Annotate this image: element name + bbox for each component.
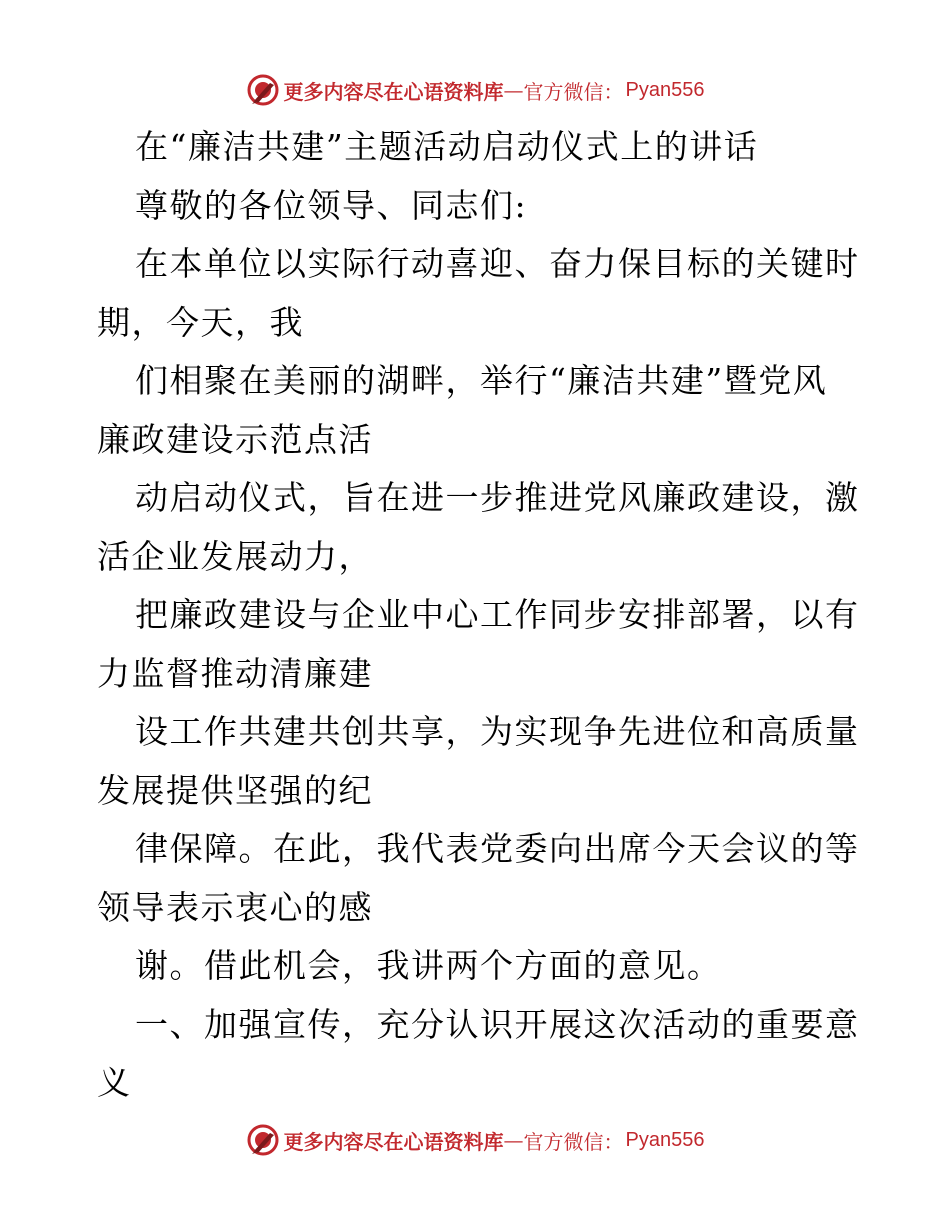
banner-wechat-label: 官方微信： bbox=[523, 79, 624, 104]
pen-logo-icon bbox=[246, 73, 280, 107]
banner-main-text: 更多内容尽在心语资料库 bbox=[283, 79, 504, 104]
document-body bbox=[97, 118, 860, 1113]
paragraph-line: 把廉政建设与企业中心工作同步安排部署，以有 bbox=[135, 595, 860, 634]
body-paragraph bbox=[97, 352, 857, 469]
paragraph-line: 动启动仪式，旨在进一步推进党风廉政建设，激 bbox=[135, 478, 860, 517]
section-heading: 一、加强宣传，充分认识开展这次活动的重要意 义 bbox=[97, 1004, 860, 1102]
banner-main-text: 更多内容尽在心语资料库 bbox=[283, 1129, 504, 1154]
banner-wechat-id: Pyan556 bbox=[625, 78, 705, 101]
paragraph-line: 发展提供坚强的纪 bbox=[97, 770, 373, 810]
banner-dash: — bbox=[503, 78, 524, 102]
pen-logo-icon bbox=[246, 1123, 280, 1157]
body-paragraph bbox=[97, 703, 860, 820]
paragraph-line: 律保障。在此，我代表党委向出席今天会议的等 bbox=[135, 829, 860, 868]
salutation: 尊敬的各位领导、同志们: bbox=[135, 185, 528, 225]
paragraph-line: 力监督推动清廉建 bbox=[97, 653, 373, 693]
paragraph-line: 在本单位以实际行动喜迎、奋力保目标的关键时 bbox=[135, 244, 860, 283]
footer-banner bbox=[0, 1120, 950, 1160]
paragraph-line: 们相聚在美丽的湖畔，举行“廉洁共建”暨党风 bbox=[135, 361, 828, 400]
paragraph-line: 廉政建设示范点活 bbox=[97, 419, 373, 459]
body-paragraph bbox=[97, 235, 860, 352]
document-title: 在“廉洁共建”主题活动启动仪式上的讲话 bbox=[135, 127, 759, 166]
paragraph-line: 活企业发展动力， bbox=[97, 536, 373, 576]
header-banner bbox=[0, 70, 950, 110]
body-paragraph bbox=[97, 820, 860, 937]
closing-line: 谢。借此机会，我讲两个方面的意见。 bbox=[135, 946, 722, 985]
paragraph-line: 领导表示衷心的感 bbox=[97, 887, 373, 927]
paragraph-line: 设工作共建共创共享，为实现争先进位和高质量 bbox=[135, 712, 860, 751]
banner-wechat-id: Pyan556 bbox=[625, 1128, 705, 1151]
paragraph-line: 期，今天，我 bbox=[97, 302, 304, 342]
banner-dash: — bbox=[503, 1128, 524, 1152]
body-paragraph bbox=[97, 469, 860, 586]
body-paragraph bbox=[97, 586, 860, 703]
banner-wechat-label: 官方微信： bbox=[523, 1129, 624, 1154]
